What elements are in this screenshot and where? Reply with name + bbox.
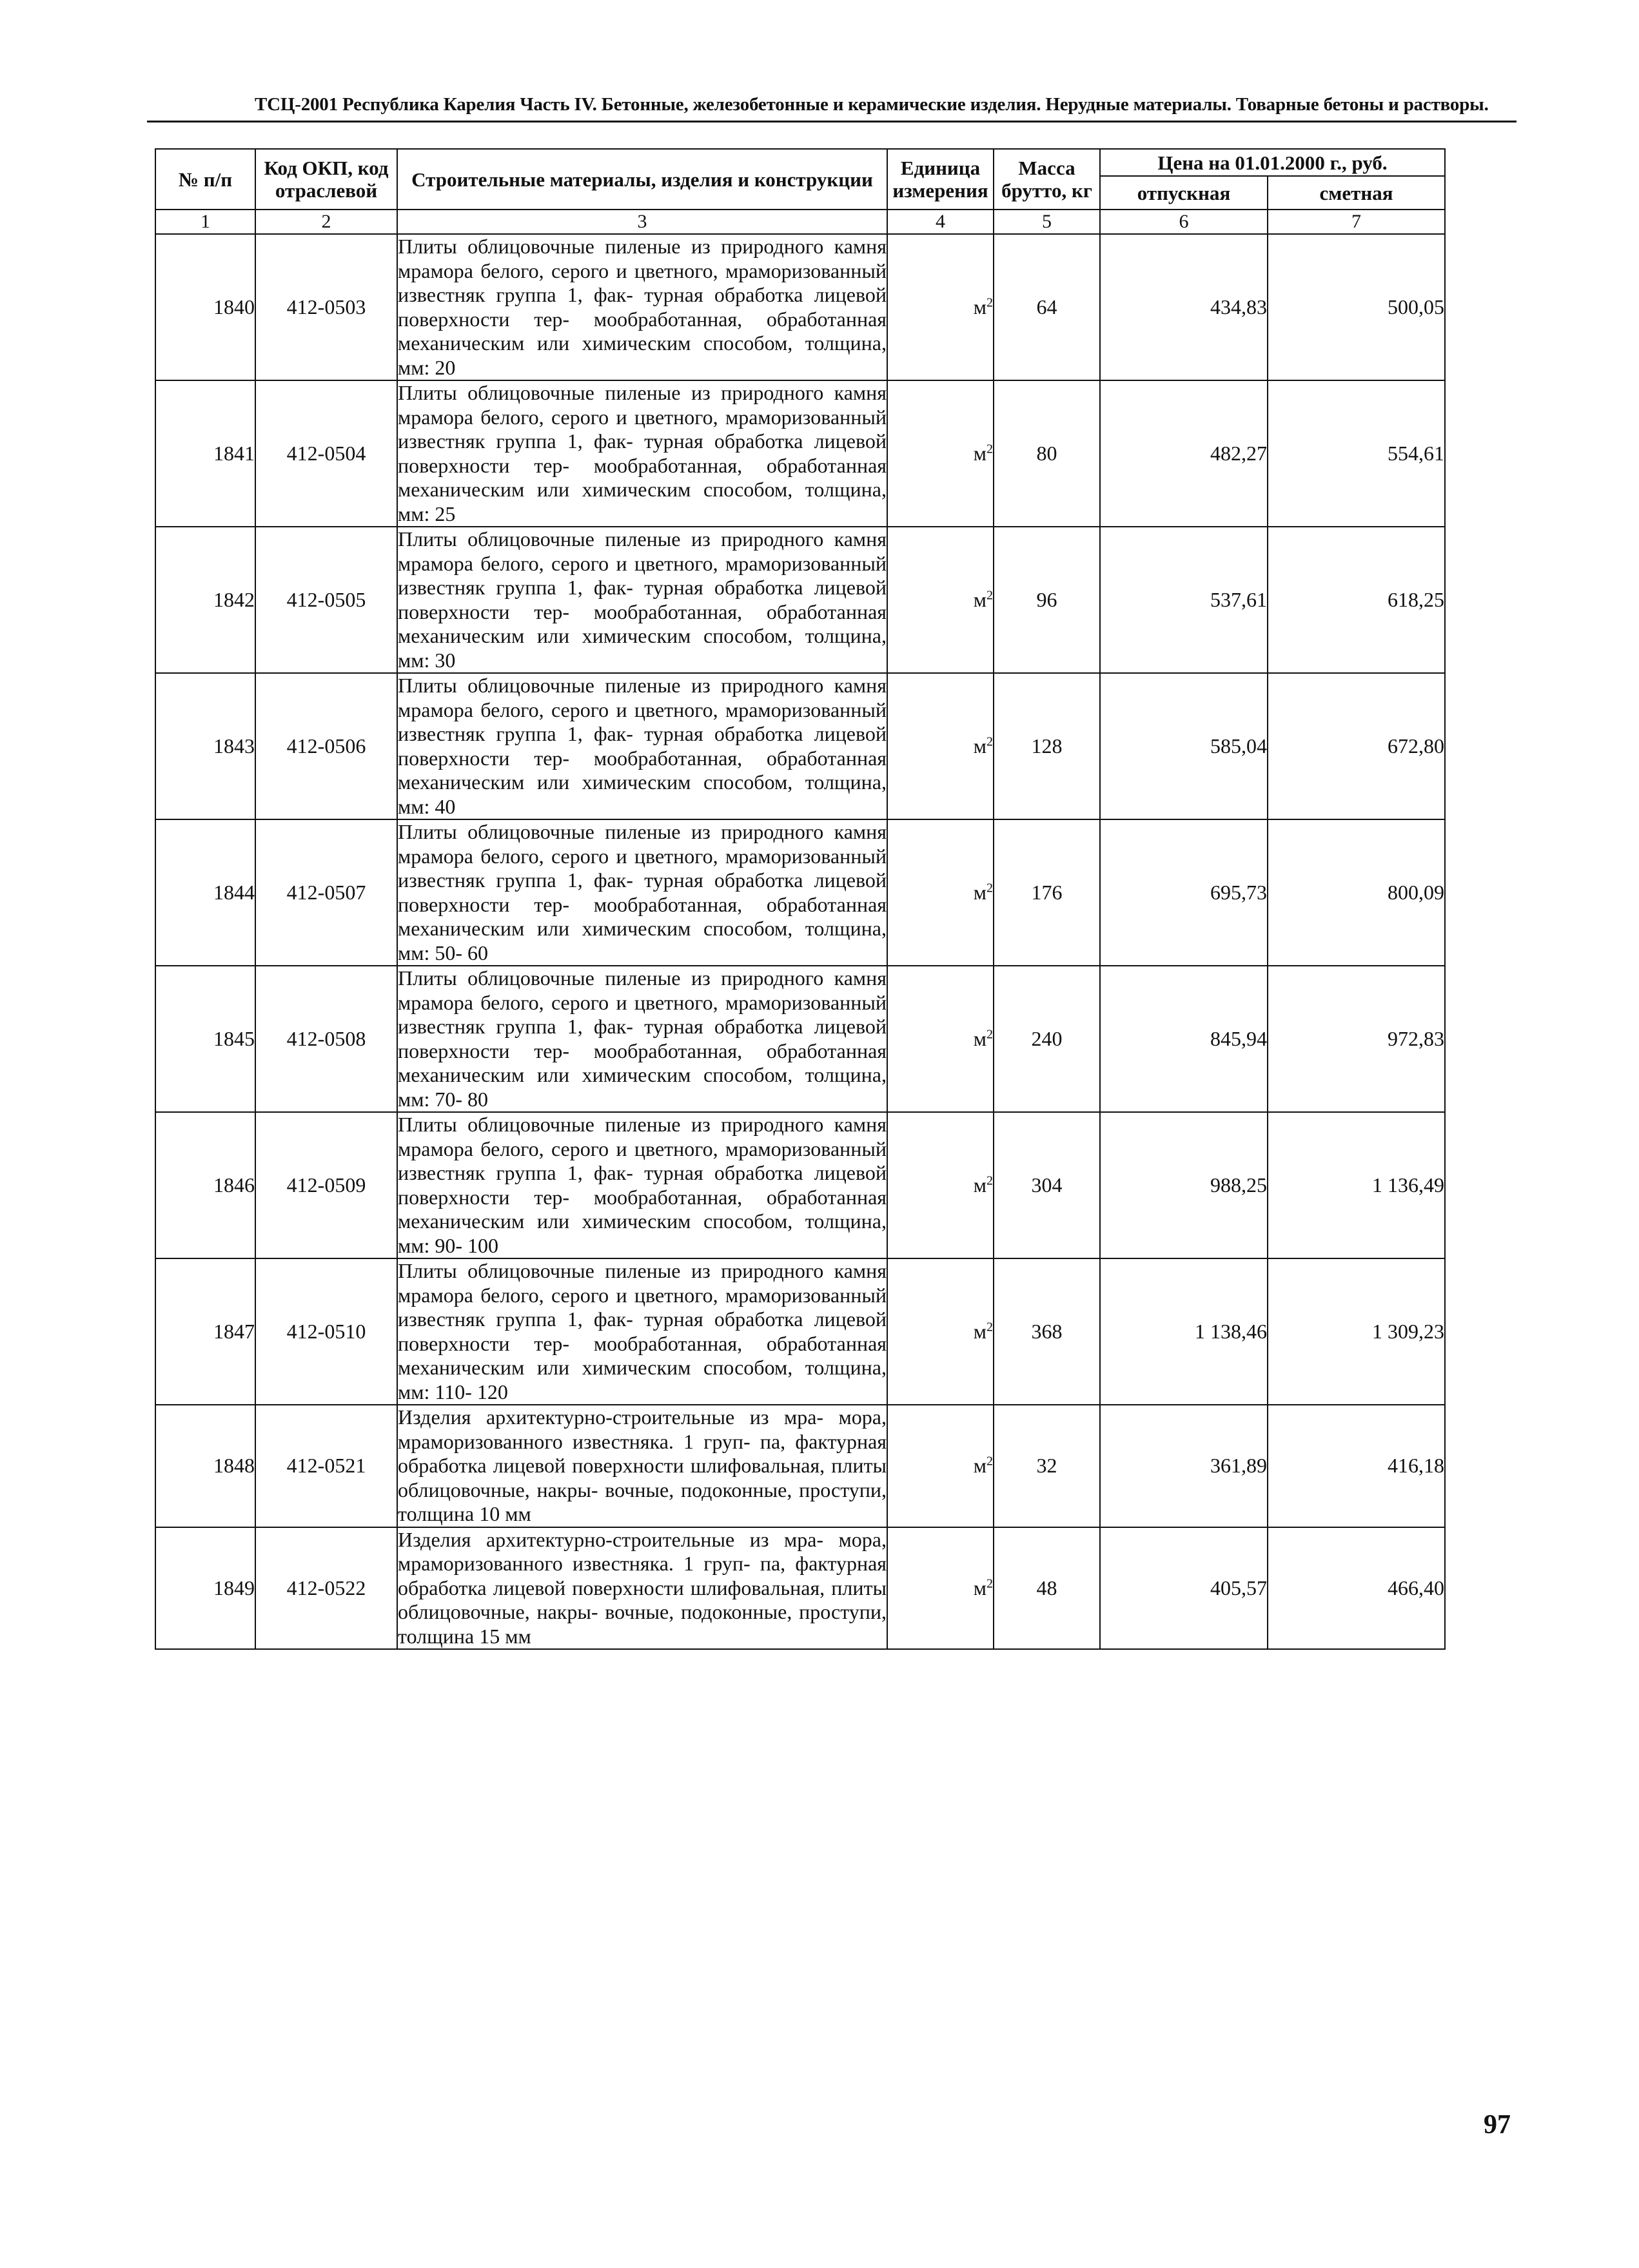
description-line: Плиты облицовочные пиленые из природного (398, 1113, 824, 1136)
description-line: или химическим способом, толщина, мм: 40 (398, 770, 887, 818)
description-line: Плиты облицовочные пиленые из природного (398, 820, 824, 843)
description-line: 120 (476, 1380, 508, 1403)
header-materials: Строительные материалы, изделия и конструкции (397, 149, 887, 210)
unit-symbol: м (973, 442, 986, 465)
price-release: 434,83 (1100, 234, 1268, 380)
unit-exponent: 2 (986, 1454, 993, 1469)
unit-exponent: 2 (986, 588, 993, 603)
unit-exponent: 2 (986, 295, 993, 310)
table-row (155, 1527, 1445, 1650)
unit-symbol: м (973, 295, 986, 318)
table-row (155, 673, 1445, 819)
description-line: мообработанная, обработанная механическим (398, 1331, 887, 1379)
column-number: 3 (397, 210, 887, 234)
header-rule (147, 121, 1516, 122)
row-number: 1843 (155, 673, 255, 819)
price-table (155, 148, 1446, 1650)
table-row (155, 380, 1445, 527)
unit-exponent: 2 (986, 881, 993, 895)
table-header (155, 149, 1445, 234)
okp-code: 412-0522 (255, 1527, 397, 1650)
table-row (155, 1258, 1445, 1405)
description-line: мообработанная, обработанная механическим (398, 600, 887, 647)
description-line: камня мрамора белого, серого и цветного, (398, 1259, 887, 1307)
price-estimate: 1 309,23 (1268, 1258, 1445, 1405)
unit-exponent: 2 (986, 1173, 993, 1188)
price-estimate: 618,25 (1268, 527, 1445, 673)
material-description (397, 673, 887, 819)
description-line: мраморизованный известняк группа 1, фак- (398, 551, 887, 599)
gross-mass: 240 (994, 966, 1100, 1112)
header-price-release: отпускная (1100, 176, 1268, 210)
description-line: мообработанная, обработанная механическим (398, 307, 887, 355)
gross-mass: 368 (994, 1258, 1100, 1405)
unit-of-measure (887, 527, 994, 673)
price-release: 537,61 (1100, 527, 1268, 673)
material-description (397, 1258, 887, 1405)
column-number: 6 (1100, 210, 1268, 234)
gross-mass: 48 (994, 1527, 1100, 1650)
description-line: Изделия архитектурно-строительные из мра- (398, 1405, 824, 1429)
price-estimate: 500,05 (1268, 234, 1445, 380)
unit-symbol: м (973, 588, 986, 611)
unit-of-measure (887, 1527, 994, 1650)
description-line: мраморизованный известняк группа 1, фак- (398, 405, 887, 453)
description-line: турная обработка лицевой поверхности тер- (398, 722, 887, 770)
description-line: или химическим способом, толщина, мм: 25 (398, 478, 887, 525)
description-line: Плиты облицовочные пиленые из природного (398, 381, 824, 404)
okp-code: 412-0506 (255, 673, 397, 819)
unit-of-measure (887, 673, 994, 819)
price-release: 482,27 (1100, 380, 1268, 527)
column-number-row (155, 210, 1445, 234)
unit-symbol: м (973, 1576, 986, 1599)
row-number: 1845 (155, 966, 255, 1112)
unit-exponent: 2 (986, 1320, 993, 1334)
description-line: турная обработка лицевой поверхности тер- (398, 429, 887, 477)
material-description (397, 1405, 887, 1527)
header-price-estimate: сметная (1268, 176, 1445, 210)
gross-mass: 96 (994, 527, 1100, 673)
gross-mass: 80 (994, 380, 1100, 527)
unit-of-measure (887, 380, 994, 527)
description-line: камня мрамора белого, серого и цветного, (398, 235, 887, 282)
column-number: 1 (155, 210, 255, 234)
unit-of-measure (887, 1112, 994, 1258)
unit-exponent: 2 (986, 442, 993, 456)
row-number: 1846 (155, 1112, 255, 1258)
gross-mass: 304 (994, 1112, 1100, 1258)
row-number: 1842 (155, 527, 255, 673)
description-line: па, фактурная обработка лицевой поверхности (398, 1552, 887, 1599)
description-line: 15 мм (479, 1624, 531, 1648)
description-line: мраморизованный известняк группа 1, фак- (398, 1137, 887, 1184)
description-line: мообработанная, обработанная механическим (398, 746, 887, 794)
unit-symbol: м (973, 734, 986, 758)
column-number: 5 (994, 210, 1100, 234)
header-unit: Единица измерения (887, 149, 994, 210)
material-description (397, 966, 887, 1112)
okp-code: 412-0510 (255, 1258, 397, 1405)
description-line: камня мрамора белого, серого и цветного, (398, 674, 887, 721)
page-number: 97 (1484, 2110, 1511, 2140)
description-line: 80 (467, 1087, 489, 1111)
description-line: Плиты облицовочные пиленые из природного (398, 527, 824, 551)
description-line: турная обработка лицевой поверхности тер- (398, 576, 887, 623)
table-row (155, 1112, 1445, 1258)
description-line: мраморизованный известняк группа 1, фак- (398, 259, 887, 306)
description-line: мообработанная, обработанная механическим (398, 1185, 887, 1233)
material-description (397, 527, 887, 673)
header-mass: Масса брутто, кг (994, 149, 1100, 210)
row-number: 1844 (155, 819, 255, 966)
description-line: па, фактурная обработка лицевой поверхности (398, 1429, 887, 1477)
price-release: 405,57 (1100, 1527, 1268, 1650)
description-line: мообработанная, обработанная механическим (398, 453, 887, 501)
unit-of-measure (887, 1405, 994, 1527)
description-line: турная обработка лицевой поверхности тер- (398, 868, 887, 916)
header-price-group: Цена на 01.01.2000 г., руб. (1100, 149, 1445, 176)
okp-code: 412-0521 (255, 1405, 397, 1527)
description-line: Плиты облицовочные пиленые из природного (398, 1259, 824, 1282)
description-line: или химическим способом, толщина, мм: 20 (398, 331, 887, 379)
description-line: или химическим способом, толщина, мм: 30 (398, 624, 887, 672)
unit-symbol: м (973, 1454, 986, 1478)
price-estimate: 554,61 (1268, 380, 1445, 527)
gross-mass: 64 (994, 234, 1100, 380)
okp-code: 412-0504 (255, 380, 397, 527)
description-line: или химическим способом, толщина, мм: 50- (398, 917, 887, 964)
description-line: мраморизованный известняк группа 1, фак- (398, 698, 887, 745)
table-row (155, 966, 1445, 1112)
price-release: 585,04 (1100, 673, 1268, 819)
okp-code: 412-0503 (255, 234, 397, 380)
okp-code: 412-0509 (255, 1112, 397, 1258)
description-line: камня мрамора белого, серого и цветного, (398, 966, 887, 1014)
price-estimate: 972,83 (1268, 966, 1445, 1112)
price-release: 361,89 (1100, 1405, 1268, 1527)
price-release: 695,73 (1100, 819, 1268, 966)
unit-of-measure (887, 966, 994, 1112)
description-line: камня мрамора белого, серого и цветного, (398, 1113, 887, 1160)
description-line: турная обработка лицевой поверхности тер- (398, 1307, 887, 1355)
price-release: 845,94 (1100, 966, 1268, 1112)
description-line: Плиты облицовочные пиленые из природного (398, 674, 824, 697)
description-line: турная обработка лицевой поверхности тер- (398, 1015, 887, 1062)
price-estimate: 672,80 (1268, 673, 1445, 819)
gross-mass: 128 (994, 673, 1100, 819)
description-line: или химическим способом, толщина, мм: 110- (398, 1356, 887, 1403)
header-code: Код ОКП, код отраслевой (255, 149, 397, 210)
description-line: Плиты облицовочные пиленые из природного (398, 966, 824, 990)
table-row (155, 527, 1445, 673)
description-line: мора, мраморизованного известняка. 1 груп- (398, 1527, 887, 1575)
description-line: 10 мм (479, 1502, 531, 1525)
material-description (397, 1527, 887, 1650)
price-release: 1 138,46 (1100, 1258, 1268, 1405)
row-number: 1840 (155, 234, 255, 380)
description-line: мраморизованный известняк группа 1, фак- (398, 990, 887, 1038)
unit-of-measure (887, 819, 994, 966)
column-number: 7 (1268, 210, 1445, 234)
price-estimate: 800,09 (1268, 819, 1445, 966)
description-line: 60 (467, 941, 489, 964)
price-release: 988,25 (1100, 1112, 1268, 1258)
description-line: шлифовальная, плиты облицовочные, накры- (398, 1576, 887, 1623)
description-line: Изделия архитектурно-строительные из мра- (398, 1527, 824, 1551)
description-line: мраморизованный известняк группа 1, фак- (398, 844, 887, 892)
unit-symbol: м (973, 1320, 986, 1343)
running-header: ТСЦ-2001 Республика Карелия Часть IV. Бетонные, железобетонные и керамические изделия. Нерудные материалы. Товарные бетоны и растворы. (255, 94, 1489, 115)
description-line: мообработанная, обработанная механическим (398, 1039, 887, 1086)
table-body (155, 234, 1445, 1649)
table-row (155, 1405, 1445, 1527)
unit-exponent: 2 (986, 734, 993, 749)
description-line: турная обработка лицевой поверхности тер- (398, 1161, 887, 1209)
column-number: 2 (255, 210, 397, 234)
description-line: вочные, подоконные, проступи, толщина (398, 1478, 887, 1525)
table-row (155, 234, 1445, 380)
gross-mass: 32 (994, 1405, 1100, 1527)
row-number: 1848 (155, 1405, 255, 1527)
description-line: 100 (467, 1233, 499, 1257)
unit-of-measure (887, 234, 994, 380)
okp-code: 412-0508 (255, 966, 397, 1112)
description-line: Плиты облицовочные пиленые из природного (398, 235, 824, 258)
header-num: № п/п (155, 149, 255, 210)
unit-of-measure (887, 1258, 994, 1405)
description-line: камня мрамора белого, серого и цветного, (398, 527, 887, 575)
unit-symbol: м (973, 881, 986, 904)
material-description (397, 819, 887, 966)
material-description (397, 1112, 887, 1258)
description-line: мора, мраморизованного известняка. 1 груп- (398, 1405, 887, 1453)
description-line: камня мрамора белого, серого и цветного, (398, 381, 887, 429)
material-description (397, 234, 887, 380)
row-number: 1847 (155, 1258, 255, 1405)
price-estimate: 1 136,49 (1268, 1112, 1445, 1258)
unit-symbol: м (973, 1027, 986, 1050)
price-estimate: 416,18 (1268, 1405, 1445, 1527)
price-estimate: 466,40 (1268, 1527, 1445, 1650)
okp-code: 412-0505 (255, 527, 397, 673)
description-line: или химическим способом, толщина, мм: 90- (398, 1209, 887, 1257)
description-line: мообработанная, обработанная механическим (398, 892, 887, 940)
description-line: мраморизованный известняк группа 1, фак- (398, 1283, 887, 1331)
unit-exponent: 2 (986, 1027, 993, 1042)
description-line: или химическим способом, толщина, мм: 70- (398, 1063, 887, 1111)
column-number: 4 (887, 210, 994, 234)
okp-code: 412-0507 (255, 819, 397, 966)
description-line: вочные, подоконные, проступи, толщина (398, 1600, 887, 1648)
description-line: турная обработка лицевой поверхности тер- (398, 283, 887, 331)
row-number: 1849 (155, 1527, 255, 1650)
row-number: 1841 (155, 380, 255, 527)
description-line: шлифовальная, плиты облицовочные, накры- (398, 1454, 887, 1501)
unit-exponent: 2 (986, 1576, 993, 1591)
description-line: камня мрамора белого, серого и цветного, (398, 820, 887, 868)
material-description (397, 380, 887, 527)
unit-symbol: м (973, 1173, 986, 1197)
table-row (155, 819, 1445, 966)
gross-mass: 176 (994, 819, 1100, 966)
